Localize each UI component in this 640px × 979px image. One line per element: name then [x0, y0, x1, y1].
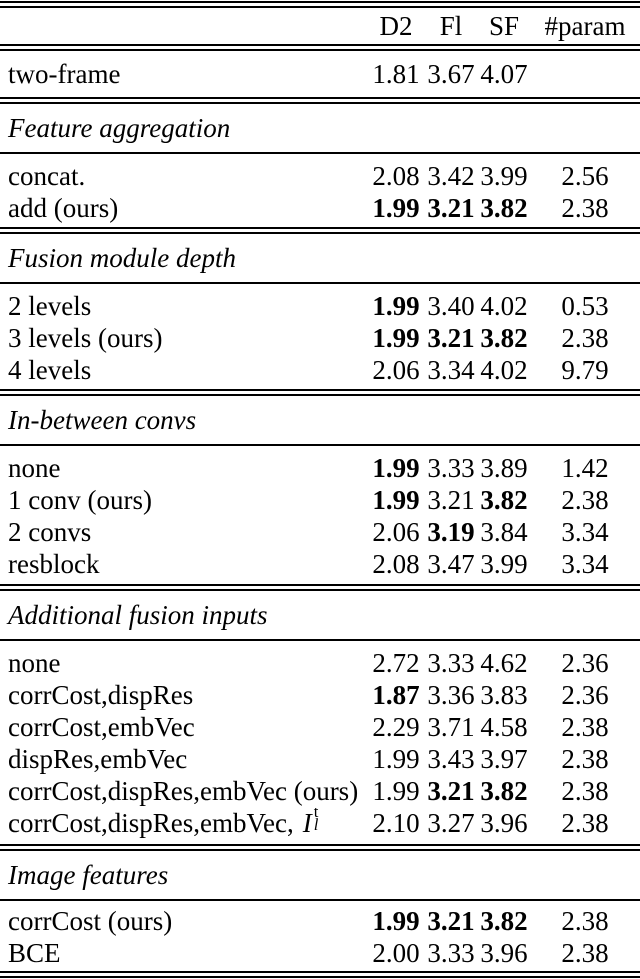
cell-sf: 3.83: [480, 679, 528, 710]
row-label: dispRes,embVec: [8, 743, 188, 774]
cell-fl: 3.21: [427, 192, 475, 223]
math-base: I: [302, 807, 312, 838]
cell-param: 2.38: [561, 322, 609, 353]
row-label: [0, 808, 368, 839]
row-label: two-frame: [8, 58, 121, 89]
cell-sf: 3.82: [480, 484, 528, 515]
cell-fl: 3.71: [427, 711, 475, 742]
row-label: corrCost (ours): [8, 905, 173, 936]
math-superscript: t: [313, 807, 319, 821]
cell-fl: 3.33: [427, 937, 475, 968]
row-label: concat.: [8, 160, 86, 191]
column-header-d2: D2: [379, 10, 413, 41]
cell-param: 0.53: [561, 290, 609, 321]
cell-sf: 3.89: [480, 452, 528, 483]
divider-double: [0, 44, 640, 51]
cell-sf: 4.02: [480, 354, 528, 385]
divider-double: [0, 227, 640, 234]
cell-param: 2.38: [561, 484, 609, 515]
cell-param: 2.38: [561, 743, 609, 774]
table-row: [0, 354, 640, 386]
cell-param: 1.42: [561, 452, 609, 483]
cell-param: 2.38: [561, 775, 609, 806]
cell-sf: 3.82: [480, 775, 528, 806]
cell-d2: 1.99: [372, 775, 420, 806]
table-row: [0, 937, 640, 969]
section-title-additional-fusion-inputs: Additional fusion inputs: [8, 599, 268, 630]
table-row: [0, 743, 640, 775]
table-row: [0, 322, 640, 354]
table-row-two-frame: [0, 51, 640, 97]
divider-double: [0, 584, 640, 591]
math-scripts: [313, 807, 319, 835]
cell-sf: 3.97: [480, 743, 528, 774]
cell-d2: 1.99: [372, 484, 420, 515]
table-row: [0, 452, 640, 484]
table-row: [0, 160, 640, 192]
section-rows: [0, 446, 640, 584]
cell-fl: 3.27: [427, 807, 475, 838]
row-label: 2 convs: [8, 516, 92, 547]
cell-sf: 3.99: [480, 160, 528, 191]
cell-param: 2.38: [561, 192, 609, 223]
cell-sf: 4.62: [480, 647, 528, 678]
cell-sf: 3.82: [480, 905, 528, 936]
cell-fl: 3.21: [427, 905, 475, 936]
cell-sf: 4.07: [480, 58, 528, 89]
cell-param: 2.36: [561, 679, 609, 710]
cell-fl: 3.42: [427, 160, 475, 191]
cell-fl: 3.21: [427, 775, 475, 806]
cell-d2: 2.08: [372, 548, 420, 579]
cell-fl: 3.36: [427, 679, 475, 710]
row-label: none: [8, 647, 61, 678]
table-row: [0, 711, 640, 743]
cell-param: 2.38: [561, 807, 609, 838]
row-label: corrCost,dispRes: [8, 679, 194, 710]
cell-sf: 3.96: [480, 937, 528, 968]
cell-d2: 1.99: [372, 322, 420, 353]
table-row: [0, 807, 640, 839]
math-symbol-image-left-t: [303, 808, 319, 839]
cell-sf: 4.02: [480, 290, 528, 321]
cell-param: 2.38: [561, 711, 609, 742]
row-label: 1 conv (ours): [8, 484, 152, 515]
cell-d2: 2.08: [372, 160, 420, 191]
cell-param: 2.38: [561, 905, 609, 936]
cell-fl: 3.19: [427, 516, 475, 547]
cell-d2: 1.99: [372, 290, 420, 321]
row-label: corrCost,dispRes,embVec (ours): [8, 775, 359, 806]
cell-sf: 3.99: [480, 548, 528, 579]
cell-param: 2.56: [561, 160, 609, 191]
cell-sf: 3.82: [480, 192, 528, 223]
cell-param: 3.34: [561, 548, 609, 579]
cell-d2: 1.81: [372, 58, 420, 89]
divider-double: [0, 844, 640, 851]
table-row: [0, 516, 640, 548]
cell-sf: 3.84: [480, 516, 528, 547]
cell-d2: 2.72: [372, 647, 420, 678]
cell-param: 2.38: [561, 937, 609, 968]
cell-fl: 3.33: [427, 647, 475, 678]
math-subscript: l: [313, 815, 319, 835]
table-row: [0, 679, 640, 711]
table-row: [0, 484, 640, 516]
table-row: [0, 775, 640, 807]
divider-double: [0, 389, 640, 396]
row-label: resblock: [8, 548, 100, 579]
cell-sf: 3.96: [480, 807, 528, 838]
table-header-row: [0, 8, 640, 44]
cell-d2: 1.87: [372, 679, 420, 710]
section-rows: [0, 154, 640, 227]
divider-double: [0, 971, 640, 978]
cell-d2: 2.06: [372, 354, 420, 385]
cell-d2: 1.99: [372, 743, 420, 774]
cell-fl: 3.40: [427, 290, 475, 321]
cell-d2: 2.10: [372, 807, 420, 838]
cell-fl: 3.43: [427, 743, 475, 774]
section-title-feature-aggregation: Feature aggregation: [8, 112, 231, 143]
row-label-text: corrCost,dispRes,embVec,: [8, 807, 294, 838]
row-label: 2 levels: [8, 290, 92, 321]
cell-d2: 2.29: [372, 711, 420, 742]
row-label: 3 levels (ours): [8, 322, 163, 353]
table-row: [0, 647, 640, 679]
cell-sf: 4.58: [480, 711, 528, 742]
divider-double: [0, 97, 640, 104]
column-header-param: #param: [544, 10, 626, 41]
column-header-sf: SF: [488, 10, 520, 41]
table-row: [0, 290, 640, 322]
cell-d2: 1.99: [372, 905, 420, 936]
section-rows: [0, 641, 640, 844]
cell-sf: 3.82: [480, 322, 528, 353]
row-label: none: [8, 452, 61, 483]
cell-d2: 1.99: [372, 192, 420, 223]
cell-d2: 1.99: [372, 452, 420, 483]
cell-d2: 2.00: [372, 937, 420, 968]
cell-param: 3.34: [561, 516, 609, 547]
table-row: [0, 548, 640, 580]
row-label: corrCost,embVec: [8, 711, 195, 742]
column-header-fl: Fl: [439, 10, 463, 41]
cell-fl: 3.34: [427, 354, 475, 385]
section-title-image-features: Image features: [8, 859, 169, 890]
table-row: [0, 905, 640, 937]
row-label: BCE: [8, 937, 61, 968]
cell-param: 2.36: [561, 647, 609, 678]
cell-fl: 3.21: [427, 322, 475, 353]
section-rows: [0, 284, 640, 389]
row-label: 4 levels: [8, 354, 92, 385]
cell-fl: 3.33: [427, 452, 475, 483]
table-row: [0, 192, 640, 224]
section-title-fusion-module-depth: Fusion module depth: [8, 242, 236, 273]
section-rows: [0, 901, 640, 971]
cell-fl: 3.47: [427, 548, 475, 579]
cell-fl: 3.21: [427, 484, 475, 515]
divider-double: [0, 1, 640, 8]
section-title-in-between-convs: In-between convs: [8, 404, 197, 435]
cell-param: 9.79: [561, 354, 609, 385]
row-label: add (ours): [8, 192, 119, 223]
cell-fl: 3.67: [427, 58, 475, 89]
cell-d2: 2.06: [372, 516, 420, 547]
